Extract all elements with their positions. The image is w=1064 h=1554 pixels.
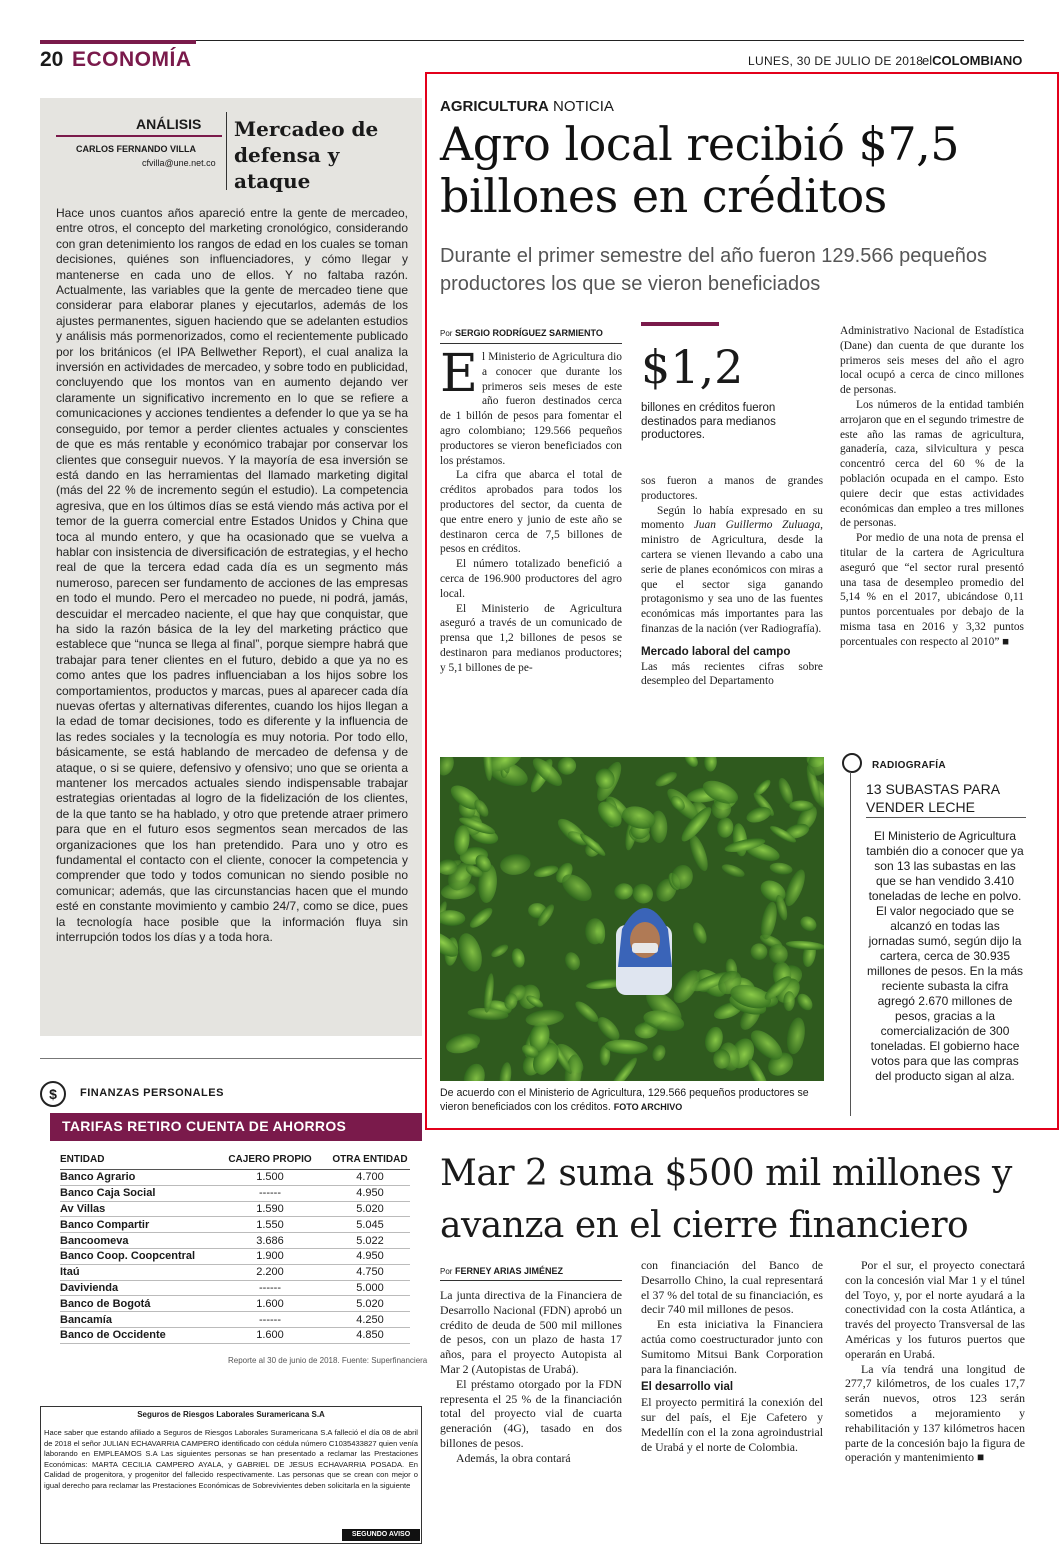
- cell-otra-entidad: 5.020: [330, 1201, 410, 1217]
- cell-cajero-propio: ------: [210, 1312, 330, 1328]
- table-row: [60, 1296, 410, 1312]
- a2-subtitle: El desarrollo vial: [641, 1381, 734, 1394]
- col2-subtitle: Mercado laboral del campo: [641, 644, 791, 658]
- cell-otra-entidad: 4.950: [330, 1185, 410, 1201]
- analysis-body: Hace unos cuantos años apareció entre la gente de mercadeo, entre otros, el concepto del marketing cronológico, considerando con gran detenimiento los rangos de edad en los cuales se toman decisiones, quiénes son influenciadores, y cómo llegar y mantenerse en cada uno de ellos. Y no faltaba razón. Actualmente, las variables que la gente de mercadeo tiene que considerar para elaborar planes y ejecutarlos, además de los ajustes permanentes, siguen haciendo que se adelanten estudios y análisis más pormenorizados, como el recientemente publicado por los británicos (el IPA Bellwether Report), el cual analiza la inversión en actividades de mercadeo, y sobre todo en publicidad, concluyendo que los montos van en aumento dejando ver claramente un significativo incremento en lo que se refiere a comunicaciones y acciones tendientes a defender lo que ya se ha conseguido, por temor a perder clientes actuales y conscientes de que es más rentable y económico trabajar por conservar los clientes que conseguir nuevos. Y la mayoría de esa inversión se está dando en las herramientas del llamado marketing digital (más del 22 % de incremento según el estudio). La competencia agresiva, que en los últimos días se está viendo más activa por el temor de la guerra comercial entre Estados Unidos y China que toca al mundo entero, y que ha ocasionado que se vuelva a hablar con insistencia de diversificación de estrategias, y el hecho real de que la tercera edad cada día es un segmento más numeroso, parecen ser fundamento de acciones de las empresas en todo el mundo. Pero el mercadeo no puede, ni podrá, jamás, descuidar el mercadeo naciente, el que hay que conquistar, que ha sido la razón básica de la ley del marketing práctico que establece que “nunca se llega al final”, porque siempre habrá que trabajar para tener clientes en el futuro, debido a que ya no es como antes que los padres influenciaban a los hijos sobre los comportamientos, productos y marcas, pues al aparecer cada día nuevas ofertas y alternativas diferentes, cuando los hijos llegan a la edad de tomar decisiones, todo es diferente y la influencia de las redes sociales y la tecnología es muy notoria. Por todo ello, básicamente, se está hablando de mercadeo de defensa y de ataque, o si se quiere, defensivo y ofensivo; uno que se orienta a mantener los mercados actuales siendo indispensable trabajar estrategias orientadas al logro de la fidelización de los clientes, de la que tanto se ha hablado, y otro que pretende atraer primero para que en el futuro esos segmentos sean mercados de las organizaciones que los han pretendido. Para uno y otro es fundamental el contacto con el cliente, conocer la competencia y comprender que todo y todos comunican no siendo posible no comunicar; además, que las circunstancias hacen que el mundo esté en constante movimiento y cambio 24/7, como se dice, pues la tecnología hace posible que la información fluya sin interrupción todos los días y a toda hora.: [56, 206, 408, 945]
- table-row: [60, 1280, 410, 1296]
- col3-paragraph: Los números de la entidad también arrojaron que en el segundo trimestre de este año las ramas de agricultura, ganadería, caza, silvicultura y pesca concentró cerca del 60 % de la población ocupada en el campo. Esto quiere decir que estas actividades económicas dan empleo a tres millones de personas.: [840, 398, 1024, 530]
- cell-entidad: Banco de Bogotá: [60, 1296, 210, 1312]
- magnifier-icon: [842, 753, 862, 773]
- stat-description: billones en créditos fueron destinados para medianos productores.: [641, 402, 776, 441]
- table-row: [60, 1201, 410, 1217]
- a2-paragraph: En esta iniciativa la Financiera actúa como coestructurador junto con Sumitomo Mitsui Bank Corporation para la financiación.: [641, 1317, 823, 1376]
- article-column-2: [641, 474, 823, 689]
- cell-otra-entidad: 4.250: [330, 1312, 410, 1328]
- cell-entidad: Banco Caja Social: [60, 1185, 210, 1201]
- col3-paragraph: Por medio de una nota de prensa el titular de la cartera de Agricultura aseguró que “el sector rural presentó una tasa de desempleo promedio del 5,14 % en el 2017, ubicándose 0,11 puntos porcentuales por debajo de la misma tasa en 2016 y 3,32 puntos porcentuales con respecto al 2010” ■: [840, 532, 1024, 648]
- cell-otra-entidad: 5.022: [330, 1233, 410, 1249]
- finanzas-title: TARIFAS RETIRO CUENTA DE AHORROS: [62, 1118, 347, 1134]
- a2-paragraph: La junta directiva de la Financiera de Desarrollo Nacional (FDN) aprobó un crédito de deuda de 500 mil millones de pesos, con un plazo de hasta 17 años, para el proyecto Autopista al Mar 2 (Autopistas de Urabá).: [440, 1288, 622, 1376]
- article-headline: Agro local recibió $7,5 billones en créditos: [440, 117, 959, 223]
- notice-title: Seguros de Riesgos Laborales Suramericana S.A: [137, 1410, 325, 1419]
- a2-paragraph: El préstamo otorgado por la FDN representa el 25 % de la financiación total del proyecto vial de cuarta generación (4G), tasado en dos billones de pesos.: [440, 1376, 622, 1450]
- article2-byline: [440, 1266, 563, 1276]
- stat-accent-rule: [641, 322, 719, 326]
- article2-column-3: [845, 1258, 1025, 1465]
- col1-paragraph: El número totalizado benefició a cerca de 196.900 productores del agro local.: [440, 558, 622, 600]
- cell-cajero-propio: 2.200: [210, 1264, 330, 1280]
- cell-otra-entidad: 4.950: [330, 1248, 410, 1264]
- newspaper-brand: [922, 53, 1022, 68]
- cell-cajero-propio: ------: [210, 1185, 330, 1201]
- article2-column-1: [440, 1288, 622, 1466]
- col1-paragraph: l Ministerio de Agricultura dio a conocer que durante los primeros seis meses de este año fueron destinados cerca de 1 billón de pesos para fomentar el agro colombiano; 129.566 pequeños productores se vieron beneficiados con los préstamos.: [440, 351, 622, 467]
- kicker-topic: AGRICULTURA: [440, 98, 549, 115]
- a2-paragraph: La vía tendrá una longitud de 277,7 kilómetros, de los cuales 17,7 serán nuevos, otros 123 serán sometidos a mejoramiento y rehabilitación y 137 kilómetros hacen parte de la concesión bajo la figura de operación y mantenimiento ■: [845, 1361, 1025, 1465]
- photo-caption: [440, 1087, 824, 1114]
- cell-cajero-propio: 1.900: [210, 1248, 330, 1264]
- cell-cajero-propio: 1.600: [210, 1296, 330, 1312]
- cell-otra-entidad: 5.000: [330, 1280, 410, 1296]
- analysis-accent-rule: [56, 135, 222, 137]
- cell-cajero-propio: 1.500: [210, 1170, 330, 1186]
- cell-cajero-propio: ------: [210, 1280, 330, 1296]
- cell-otra-entidad: 4.700: [330, 1170, 410, 1186]
- cell-cajero-propio: 1.590: [210, 1201, 330, 1217]
- notice-body: Hace saber que estando afiliado a Seguros de Riesgos Laborales Suramericana S.A falleció el día 08 de abril de 2018 el señor JULIAN ECHAVARRIA CAMPERO identificado con cédula número C1035433827 quien venía laborando en EMPLEAMOS S.A Las siguientes personas se han presentado a reclamar las Prestaciones Económicas: MARTA CECILIA CAMPERO AYALA, y GABRIEL DE JESUS ECHAVARRIA POSADA. En Calidad de progenitora, y progenitor del fallecido respectivamente. Las personas que se crean con mejor o igual derecho para reclamar las Prestaciones Económicas de Sobrevivientes deben solicitarla en la siguiente: [44, 1428, 418, 1490]
- brand-prefix: el: [922, 53, 933, 68]
- col-entidad: ENTIDAD: [60, 1154, 210, 1170]
- table-row: [60, 1312, 410, 1328]
- cell-otra-entidad: 4.850: [330, 1327, 410, 1343]
- issue-date: LUNES, 30 DE JULIO DE 2018: [748, 54, 924, 68]
- radiografia-rule: [866, 817, 1026, 818]
- kicker-type: NOTICIA: [553, 98, 614, 115]
- dollar-icon: $: [40, 1081, 66, 1107]
- radiografia-label: RADIOGRAFÍA: [872, 760, 946, 771]
- table-row: [60, 1217, 410, 1233]
- col2-paragraph: sos fueron a manos de grandes productores.: [641, 475, 823, 502]
- a2-paragraph: con financiación del Banco de Desarrollo Chino, la cual representará el 37 % del total de su financiación, es decir 740 mil millones de pesos.: [641, 1258, 823, 1317]
- byline-prefix: Por: [440, 1267, 453, 1276]
- cell-entidad: Bancoomeva: [60, 1233, 210, 1249]
- caption-text: De acuerdo con el Ministerio de Agricultura, 129.566 pequeños productores se vieron beneficiados con los créditos.: [440, 1087, 809, 1113]
- analysis-author-email[interactable]: cfvilla@une.net.co: [142, 158, 216, 168]
- article-column-1: [440, 344, 622, 676]
- col3-paragraph: Administrativo Nacional de Estadística (Dane) dan cuenta de que durante los primeros seis meses del año el agro local ocupó a cerca de cinco millones de personas.: [840, 325, 1024, 397]
- cell-cajero-propio: 3.686: [210, 1233, 330, 1249]
- brand-name: COLOMBIANO: [932, 53, 1023, 68]
- cell-entidad: Itaú: [60, 1264, 210, 1280]
- article-byline: [440, 328, 603, 338]
- cell-otra-entidad: 5.020: [330, 1296, 410, 1312]
- notice-tag: SEGUNDO AVISO: [342, 1529, 420, 1541]
- table-row: [60, 1327, 410, 1343]
- radiografia-title: 13 SUBASTAS PARA VENDER LECHE: [866, 781, 1000, 815]
- byline-rule: [440, 1280, 622, 1281]
- section-name: ECONOMÍA: [72, 48, 192, 71]
- cell-entidad: Davivienda: [60, 1280, 210, 1296]
- leaf-shape: [585, 918, 605, 944]
- cell-cajero-propio: 1.600: [210, 1327, 330, 1343]
- col2-paragraph: [641, 504, 823, 637]
- stat-value: $1,2: [641, 340, 744, 394]
- table-source: Reporte al 30 de junio de 2018. Fuente: Superfinanciera: [228, 1356, 428, 1365]
- cell-entidad: Banco Coop. Coopcentral: [60, 1248, 210, 1264]
- table-row: [60, 1248, 410, 1264]
- col2-text: Según lo había expresado en su momento: [641, 504, 823, 532]
- cell-cajero-propio: 1.550: [210, 1217, 330, 1233]
- cell-otra-entidad: 4.750: [330, 1264, 410, 1280]
- article-subhead: Durante el primer semestre del año fueron 129.566 pequeños productores los que se vieron beneficiados: [440, 245, 988, 295]
- analysis-author: CARLOS FERNANDO VILLA: [76, 144, 196, 154]
- page-number: 20: [40, 48, 64, 71]
- byline-name: FERNEY ARIAS JIMÉNEZ: [454, 1266, 563, 1276]
- analysis-title: Mercadeo de defensa y ataque: [234, 117, 379, 193]
- table-row: [60, 1170, 410, 1186]
- a2-paragraph: Por el sur, el proyecto conectará con la concesión vial Mar 1 y el túnel del Toyo, y, por el norte ayudará a la conectividad con la costa Atlántica, a través del proyecto Transversal de las Américas y los futuros puertos que operarán en Urabá.: [845, 1258, 1025, 1361]
- table-row: [60, 1233, 410, 1249]
- col2-paragraph: Las más recientes cifras sobre desempleo del Departamento: [641, 660, 823, 688]
- article2-headline: Mar 2 suma $500 mil millones y avanza en el cierre financiero: [440, 1153, 1012, 1246]
- cell-entidad: Av Villas: [60, 1201, 210, 1217]
- section-accent-bar: [40, 40, 196, 44]
- article-column-3: [840, 324, 1024, 650]
- finanzas-separator: [40, 1058, 422, 1059]
- byline-name: SERGIO RODRÍGUEZ SARMIENTO: [454, 328, 603, 338]
- col1-paragraph: El Ministerio de Agricultura aseguró a través de un comunicado de prensa que 1,2 billones de pesos se destinaron para medianos productores; y 5,1 billones de pe-: [440, 602, 622, 674]
- cell-entidad: Bancamía: [60, 1312, 210, 1328]
- a2-paragraph: El proyecto permitirá la conexión del sur del país, el Eje Cafetero y Medellín con el la zona agroindustrial de Urabá y el norte de Colombia.: [641, 1395, 823, 1454]
- byline-prefix: Por: [440, 329, 453, 338]
- radiografia-divider: [850, 772, 851, 1116]
- coffee-plants-illustration: [440, 757, 824, 1081]
- table-row: [60, 1264, 410, 1280]
- col-otra-entidad: OTRA ENTIDAD: [330, 1154, 410, 1170]
- a2-paragraph: Además, la obra contará: [456, 1450, 571, 1465]
- analysis-kicker: ANÁLISIS: [136, 116, 202, 132]
- table-header-row: [60, 1154, 410, 1170]
- minister-name: Juan Guillermo Zuluaga: [693, 519, 821, 532]
- article2-column-2: [641, 1258, 823, 1454]
- farmer-photo: [440, 757, 824, 1081]
- col2-text: , ministro de Agricultura, desde la cartera se vienen llevando a cabo una serie de planes económicos con miras a que el sector siga ganando protagonismo y sea uno de las fuentes económicas más importantes para las finanzas de la nación (ver Radiografía).: [641, 519, 823, 635]
- col-cajero-propio: CAJERO PROPIO: [210, 1154, 330, 1170]
- radiografia-body: El Ministerio de Agricultura también dio a conocer que ya son 13 las subastas en las que se han vendido 3.410 toneladas de leche en polvo. El valor negociado que se alcanzó en todas las jornadas sumó, según dijo la cartera, cerca de 30.935 millones de pesos. En la más reciente subasta la cifra agregó 2.670 millones de pesos, gracias a la comercialización de 300 toneladas. El gobierno hace votos para que las compras del producto sigan al alza.: [866, 829, 1024, 1083]
- table-row: [60, 1185, 410, 1201]
- col1-paragraph: La cifra que abarca el total de créditos aprobados para todos los productores del sector, da cuenta de que entre enero y junio de este año se destinaron cerca de 7,5 billones de pesos en créditos.: [440, 469, 622, 556]
- analysis-divider: [226, 112, 227, 190]
- finanzas-label: FINANZAS PERSONALES: [80, 1087, 224, 1099]
- cell-entidad: Banco Agrario: [60, 1170, 210, 1186]
- cell-entidad: Banco Compartir: [60, 1217, 210, 1233]
- caption-credit: FOTO ARCHIVO: [613, 1101, 683, 1112]
- cell-otra-entidad: 5.045: [330, 1217, 410, 1233]
- drop-cap: E: [440, 344, 478, 404]
- cell-entidad: Banco de Occidente: [60, 1327, 210, 1343]
- fees-table: [60, 1154, 410, 1344]
- article-kicker: [440, 98, 614, 115]
